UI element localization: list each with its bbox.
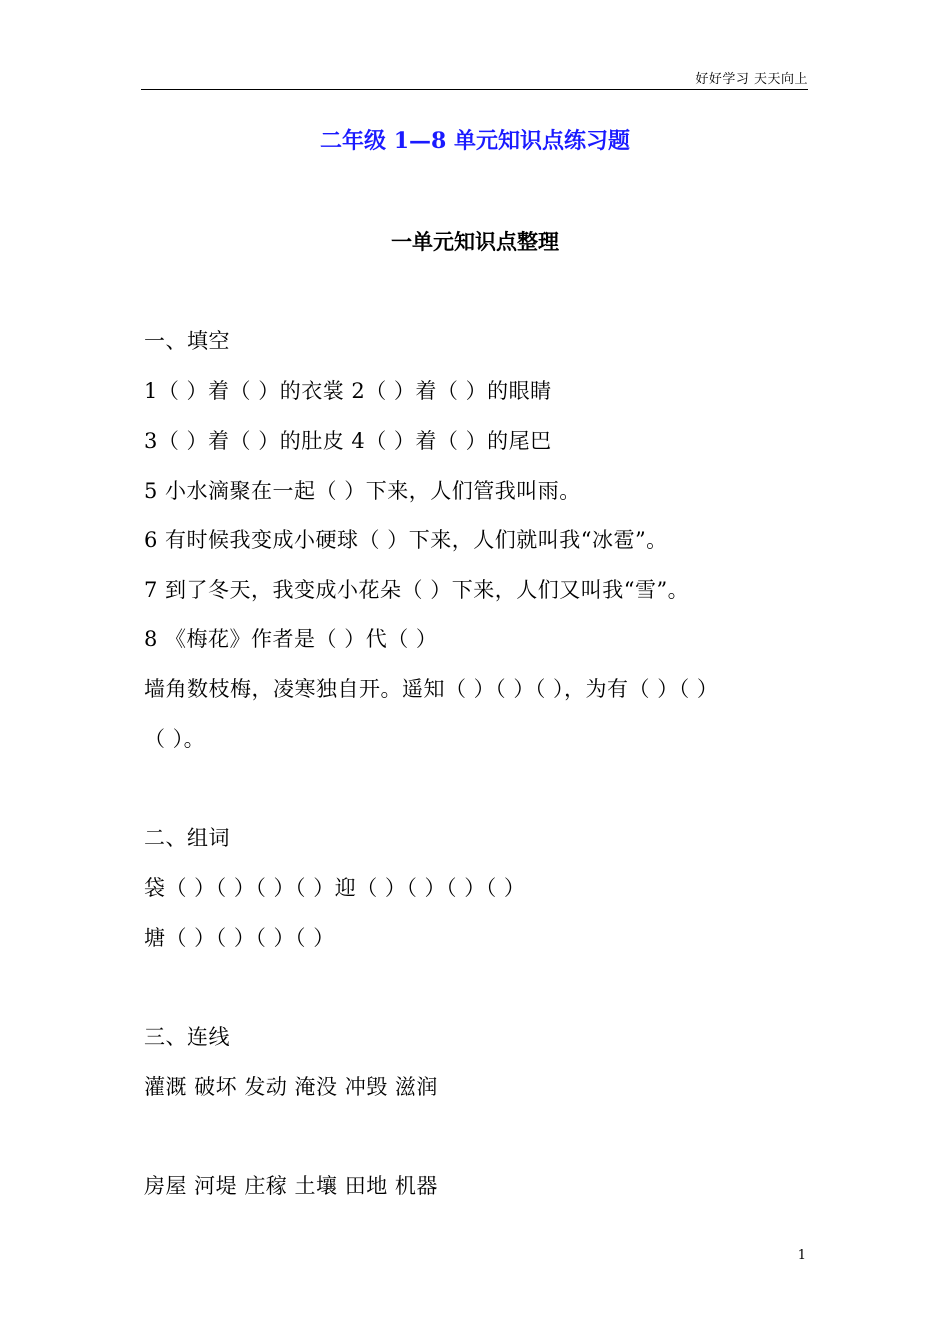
matching-row-nouns: 房屋 河堤 庄稼 土壤 田地 机器 xyxy=(144,1174,438,1198)
exercise-line: 7 到了冬天，我变成小花朵（ ）下来，人们又叫我“雪”。 xyxy=(144,578,690,602)
exercise-line: 6 有时候我变成小硬球（ ）下来，人们就叫我“冰雹”。 xyxy=(144,528,668,552)
unit-title: 一单元知识点整理 xyxy=(391,229,559,254)
exercise-line: 1（ ）着（ ）的衣裳 2（ ）着（ ）的眼睛 xyxy=(144,379,552,403)
exercise-line: 3（ ）着（ ）的肚皮 4（ ）着（ ）的尾巴 xyxy=(144,429,552,453)
exercise-line: （ ）。 xyxy=(144,727,206,751)
section-heading-word-building: 二、组词 xyxy=(144,826,230,850)
header-motto: 好好学习 天天向上 xyxy=(695,72,808,87)
document-title: 二年级 1—8 单元知识点练习题 xyxy=(320,128,630,154)
header-divider xyxy=(141,89,808,90)
section-heading-fill-blank: 一、填空 xyxy=(144,329,230,353)
exercise-line: 8 《梅花》作者是（ ）代（ ） xyxy=(144,627,438,651)
matching-row-verbs: 灌溉 破坏 发动 淹没 冲毁 滋润 xyxy=(144,1075,438,1099)
exercise-line: 袋（ ）（ ）（ ）（ ）迎（ ）（ ）（ ）（ ） xyxy=(144,876,526,900)
exercise-line: 塘（ ）（ ）（ ）（ ） xyxy=(144,926,335,950)
page-number: 1 xyxy=(797,1248,806,1263)
exercise-line: 5 小水滴聚在一起（ ）下来，人们管我叫雨。 xyxy=(144,479,581,503)
exercise-line: 墙角数枝梅，凌寒独自开。遥知（ ）（ ）（ ），为有（ ）（ ） xyxy=(144,677,719,701)
section-heading-matching: 三、连线 xyxy=(144,1025,230,1049)
